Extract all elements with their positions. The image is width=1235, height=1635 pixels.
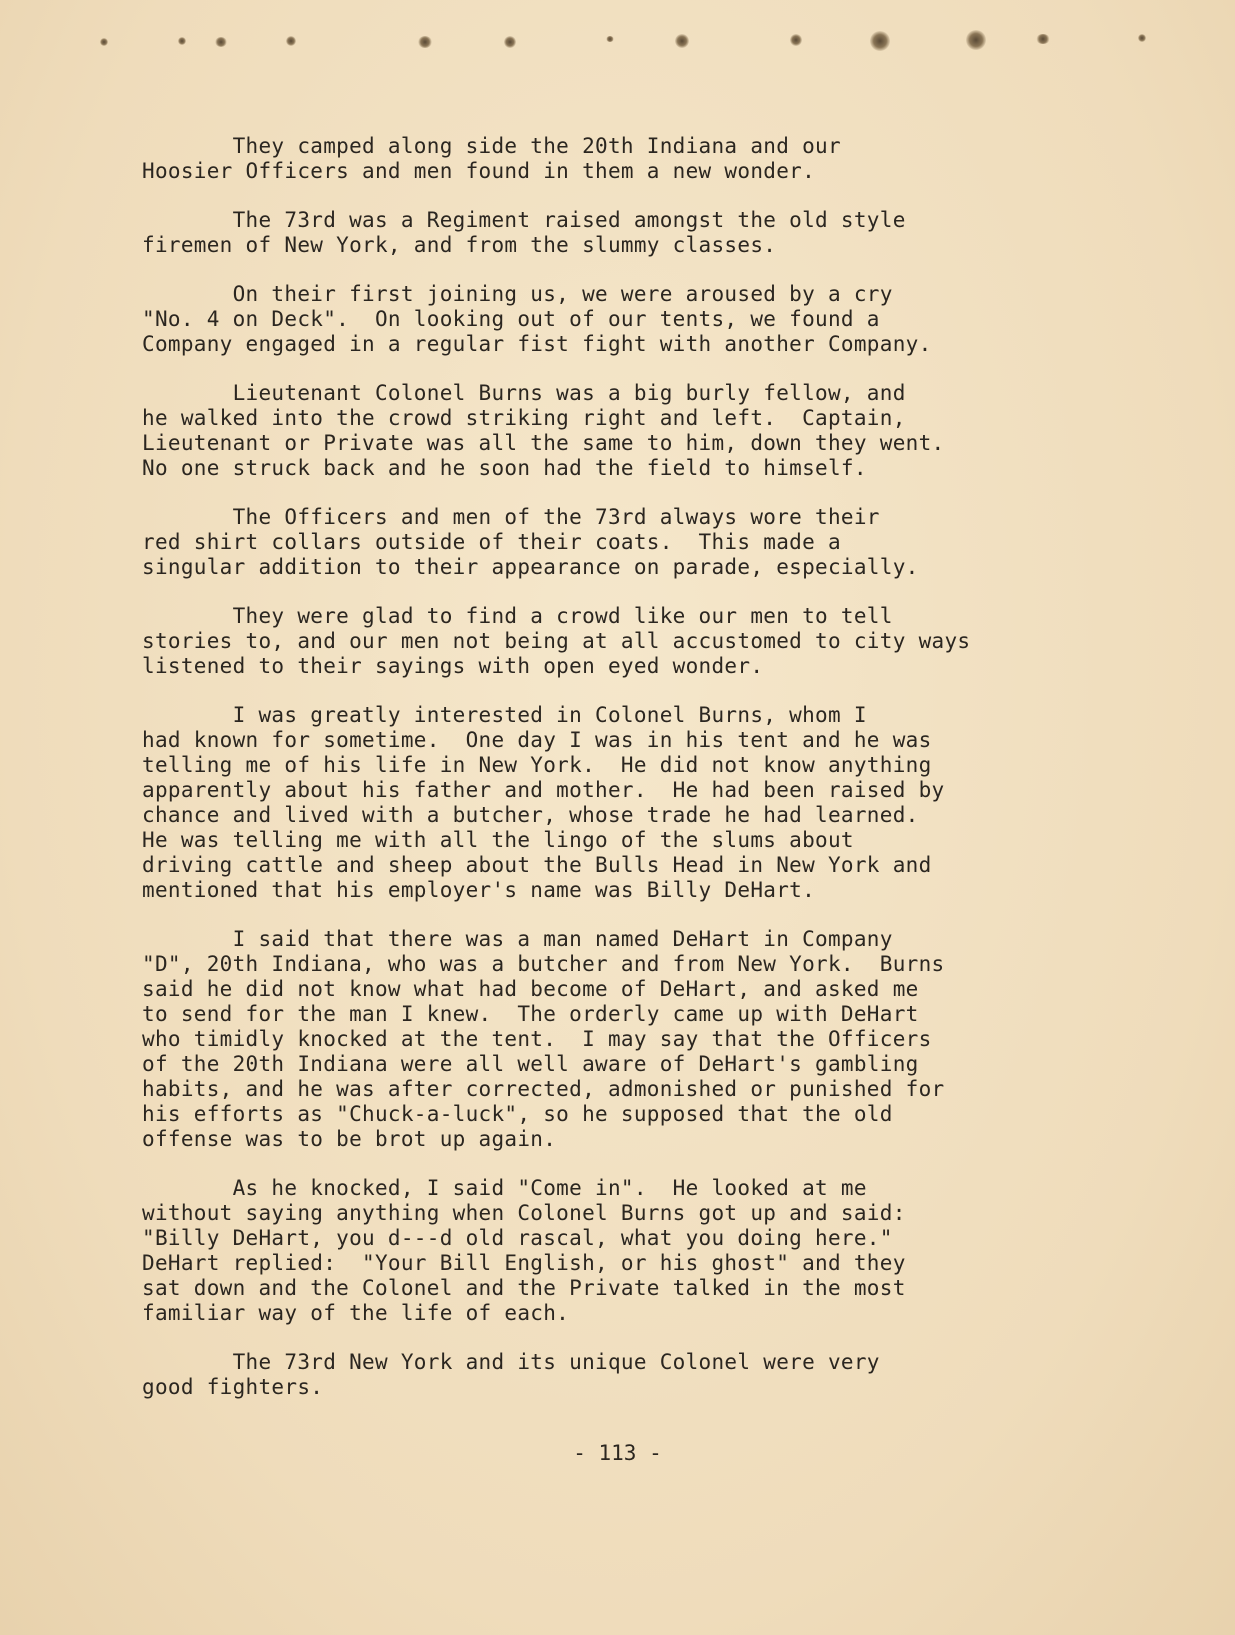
- paragraph: [142, 1350, 1122, 1400]
- text-line: Lieutenant or Private was all the same to him, down they went.: [142, 431, 945, 455]
- text-line: The Officers and men of the 73rd always wore their: [142, 505, 880, 529]
- text-line: said he did not know what had become of DeHart, and asked me: [142, 977, 919, 1001]
- punch-hole-icon: [870, 31, 890, 51]
- text-line: Lieutenant Colonel Burns was a big burly fellow, and: [142, 381, 906, 405]
- text-line: "D", 20th Indiana, who was a butcher and from New York. Burns: [142, 952, 945, 976]
- text-line: He was telling me with all the lingo of the slums about: [142, 828, 854, 852]
- punch-hole-icon: [1036, 34, 1050, 44]
- text-line: "No. 4 on Deck". On looking out of our tents, we found a: [142, 307, 880, 331]
- paragraph: [142, 927, 1122, 1152]
- text-line: On their first joining us, we were aroused by a cry: [142, 282, 893, 306]
- paragraph: [142, 1176, 1122, 1326]
- punch-hole-icon: [418, 36, 432, 48]
- text-line: who timidly knocked at the tent. I may say that the Officers: [142, 1027, 932, 1051]
- text-line: without saying anything when Colonel Burns got up and said:: [142, 1201, 906, 1225]
- paragraph: [142, 208, 1122, 258]
- text-line: sat down and the Colonel and the Private talked in the most: [142, 1276, 906, 1300]
- text-line: listened to their sayings with open eyed wonder.: [142, 654, 764, 678]
- punch-hole-icon: [966, 30, 986, 50]
- paragraph: [142, 381, 1122, 481]
- text-line: familiar way of the life of each.: [142, 1301, 570, 1325]
- text-line: They were glad to find a crowd like our men to tell: [142, 604, 893, 628]
- text-line: I said that there was a man named DeHart in Company: [142, 927, 893, 951]
- text-line: offense was to be brot up again.: [142, 1127, 557, 1151]
- page-number: - 113 -: [573, 1441, 662, 1465]
- text-line: The 73rd was a Regiment raised amongst the old style: [142, 208, 906, 232]
- text-line: DeHart replied: "Your Bill English, or his ghost" and they: [142, 1251, 906, 1275]
- punch-hole-icon: [606, 36, 614, 42]
- punch-hole-icon: [1138, 34, 1146, 42]
- punch-hole-icon: [286, 36, 296, 46]
- text-line: his efforts as "Chuck-a-luck", so he supposed that the old: [142, 1102, 893, 1126]
- text-line: The 73rd New York and its unique Colonel were very: [142, 1350, 880, 1374]
- text-line: Company engaged in a regular fist fight with another Company.: [142, 332, 932, 356]
- text-line: of the 20th Indiana were all well aware of DeHart's gambling: [142, 1052, 919, 1076]
- text-line: They camped along side the 20th Indiana and our: [142, 134, 841, 158]
- punch-hole-icon: [100, 38, 108, 46]
- text-line: mentioned that his employer's name was Billy DeHart.: [142, 878, 816, 902]
- punch-hole-icon: [178, 37, 186, 45]
- text-line: habits, and he was after corrected, admonished or punished for: [142, 1077, 945, 1101]
- text-line: had known for sometime. One day I was in his tent and he was: [142, 728, 932, 752]
- text-line: Hoosier Officers and men found in them a new wonder.: [142, 159, 816, 183]
- paragraph: [142, 604, 1122, 679]
- punch-hole-icon: [215, 37, 227, 47]
- text-line: to send for the man I knew. The orderly came up with DeHart: [142, 1002, 919, 1026]
- text-line: No one struck back and he soon had the field to himself.: [142, 456, 867, 480]
- text-line: telling me of his life in New York. He did not know anything: [142, 753, 932, 777]
- punch-hole-icon: [790, 34, 802, 46]
- text-line: he walked into the crowd striking right and left. Captain,: [142, 406, 906, 430]
- text-line: stories to, and our men not being at all accustomed to city ways: [142, 629, 971, 653]
- punch-hole-icon: [675, 34, 689, 48]
- text-line: apparently about his father and mother. He had been raised by: [142, 778, 945, 802]
- text-line: firemen of New York, and from the slummy classes.: [142, 233, 777, 257]
- punch-hole-icon: [504, 36, 516, 48]
- text-line: chance and lived with a butcher, whose trade he had learned.: [142, 803, 919, 827]
- text-line: red shirt collars outside of their coats. This made a: [142, 530, 841, 554]
- paragraph: [142, 282, 1122, 357]
- typed-text-body: [142, 134, 1122, 1424]
- punch-holes: [0, 28, 1235, 58]
- paragraph: [142, 505, 1122, 580]
- text-line: "Billy DeHart, you d---d old rascal, what you doing here.": [142, 1226, 893, 1250]
- text-line: good fighters.: [142, 1375, 324, 1399]
- text-line: As he knocked, I said "Come in". He looked at me: [142, 1176, 867, 1200]
- paragraph: [142, 703, 1122, 903]
- text-line: driving cattle and sheep about the Bulls Head in New York and: [142, 853, 932, 877]
- text-line: singular addition to their appearance on parade, especially.: [142, 555, 919, 579]
- paragraph: [142, 134, 1122, 184]
- text-line: I was greatly interested in Colonel Burns, whom I: [142, 703, 867, 727]
